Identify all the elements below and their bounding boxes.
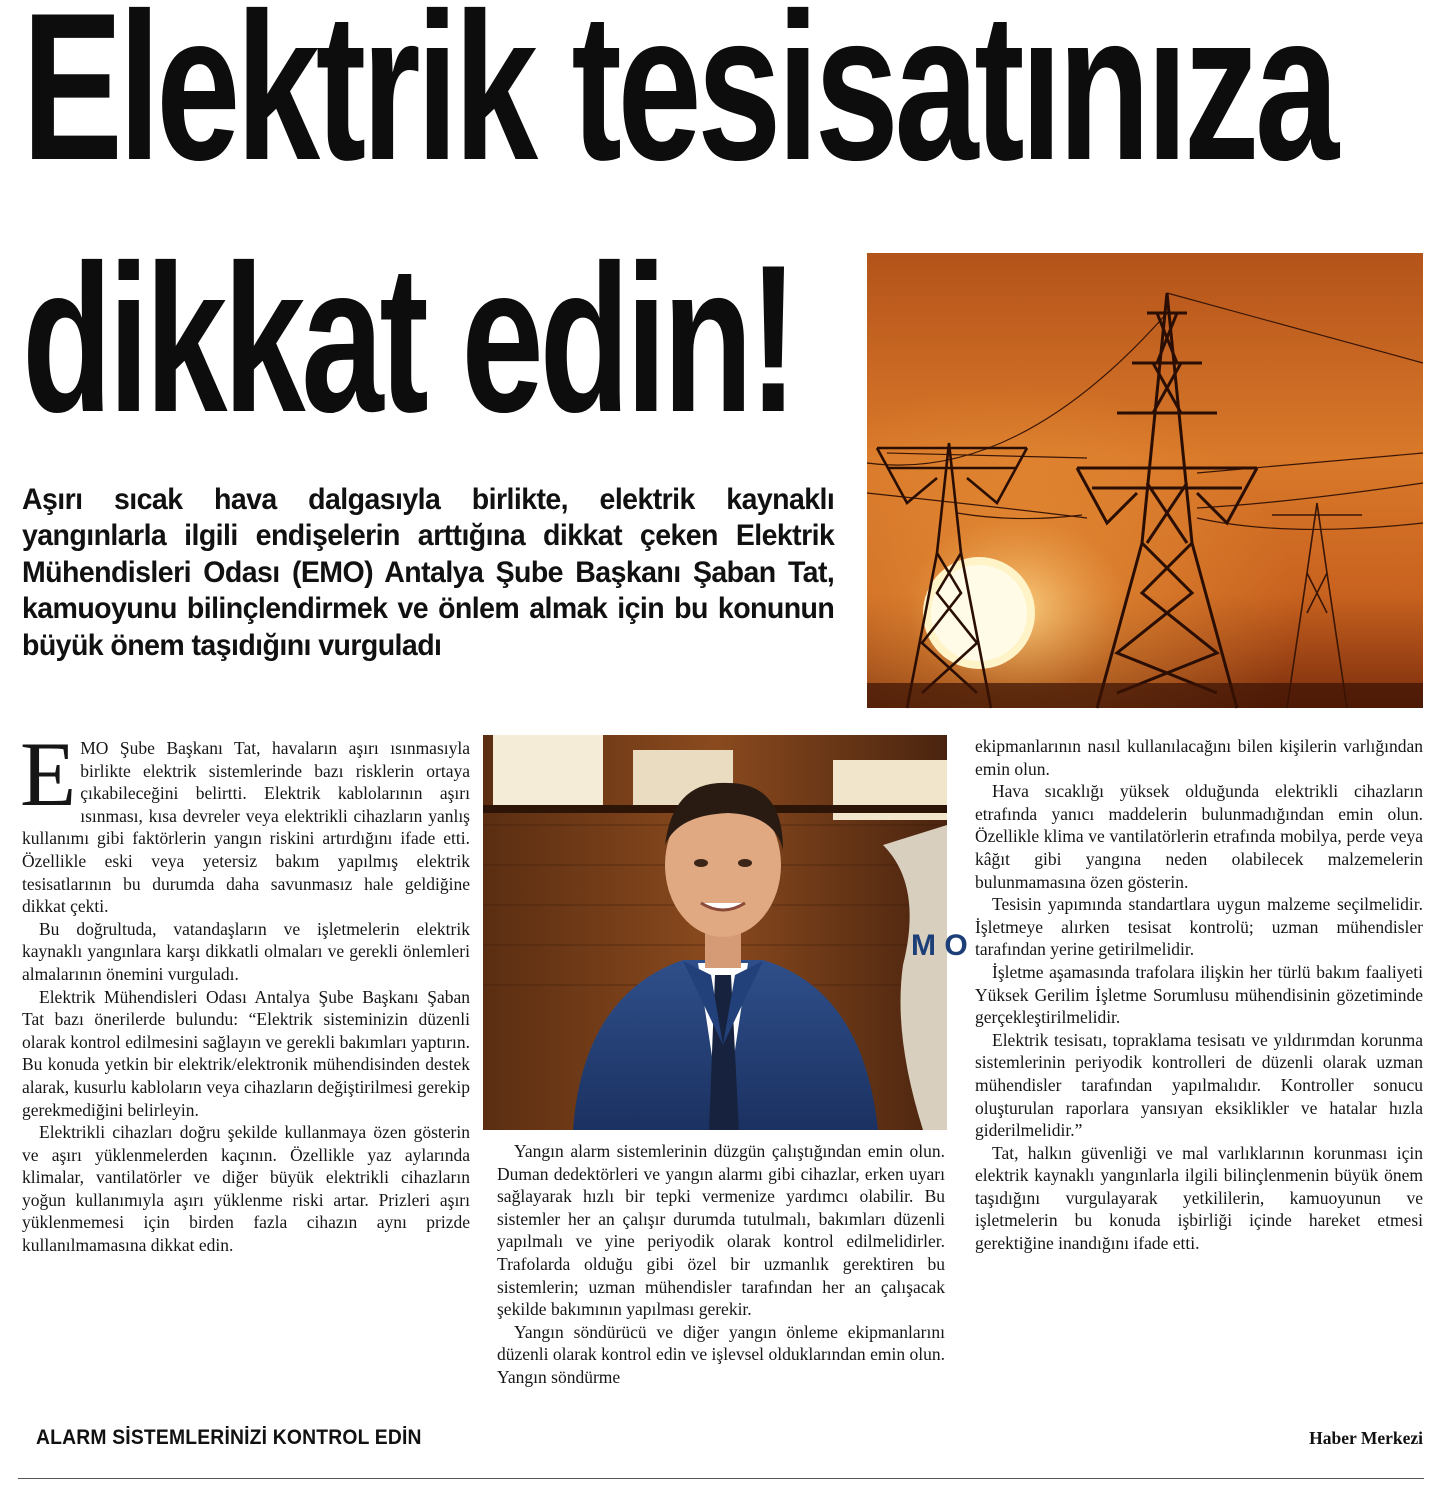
article-column-2 xyxy=(497,1140,945,1389)
article-paragraph: Elektrik tesisatı, topraklama tesisatı ve yıldırımdan korunma sistemlerinin periyodik kontrolleri de düzenli olarak uzman mühendisler tarafından yapılmalıdır. Kontroller sonucu oluşturulan raporlara yansıyan eksiklikler ve hatalar hızla giderilmelidir.” xyxy=(975,1029,1423,1141)
article-paragraph: ekipmanlarının nasıl kullanılacağını bilen kişilerin varlığından emin olun. xyxy=(975,736,1423,779)
article-paragraph: Elektrikli cihazları doğru şekilde kullanmaya özen gösterin ve aşırı yüklenmelerden kaçının. Özellikle yaz aylarında klimalar, vantilatörler ve diğer büyük elektrikli cihazların yoğun kullanımıyla aşırı yüklenme riski artar. Prizleri aşırı yüklenmemesi için birden fazla cihazın aynı prizde kullanılmamasına dikkat edin. xyxy=(22,1122,470,1256)
article-paragraph xyxy=(20,723,470,918)
article-paragraph: Yangın alarm sistemlerinin düzgün çalıştığından emin olun. Duman dedektörleri ve yangın alarmı gibi cihazlar, erken uyarı sağlayarak hızlı bir tepki vermenize yardımcı olabilir. Bu sistemler her an çalışır durumda tutulmalı, bakımları düzenli yapılmalı ve yine periyodik olarak kontrol edilmelidirler. Trafolarda olduğu gibi özel bir uzmanlık gerektiren bu sistemlerin; uzman mühendisler tarafından her an çalışacak şekilde bakımının yapılması gerekir. xyxy=(497,1141,945,1320)
flag-logo-letters: M O xyxy=(911,929,968,962)
article-paragraph: Tesisin yapımında standartlara uygun malzeme seçilmelidir. İşletmeye alırken tesisat kontrolü; uzman mühendisler tarafından yerine getirilmelidir. xyxy=(975,894,1423,960)
power-line-towers-sunset-photo xyxy=(867,253,1423,708)
section-subheading: ALARM SİSTEMLERİNİZİ KONTROL EDİN xyxy=(36,1426,422,1449)
article-paragraph: Hava sıcaklığı yüksek olduğunda elektrikli cihazların etrafında yanıcı maddelerin bulunmadığından emin olun. Özellikle klima ve vantilatörlerin etrafında mobilya, perde veya kâğıt gibi yangına neden olabilecek malzemelerin bulunmamasına özen gösterin. xyxy=(975,781,1423,892)
byline: Haber Merkezi xyxy=(1309,1428,1423,1448)
man-in-suit-portrait-photo xyxy=(483,735,968,1130)
article-column-1 xyxy=(20,723,470,1257)
headline-line-1: Elektrik tesisatınıza xyxy=(22,0,1335,204)
article-column-3 xyxy=(975,735,1423,1255)
article-paragraph: Bu doğrultuda, vatandaşların ve işletmelerin elektrik kaynaklı yangınlara karşı dikkatli olmaları ve gerekli önlemleri almalarının önemini vurguladı. xyxy=(22,918,470,984)
article-paragraph: Elektrik Mühendisleri Odası Antalya Şube Başkanı Şaban Tat bazı önerilerde bulundu: “Elektrik sisteminizin düzenli olarak kontrol edilmesini sağlayın ve gerekli bakımları yaptırın. Bu konuda yetkin bir elektrik/elektronik mühendisinden destek alarak, kusurlu kabloların veya cihazların değiştirilmesi gerekip gerekmediğini belirleyin. xyxy=(22,986,470,1120)
paragraph-text: MO Şube Başkanı Tat, havaların aşırı ısınmasıyla birlikte elektrik sistemlerinde bazı risklerin ortaya çıkabileceğini belirtti. Elektrik kablolarının aşırı ısınması, kısa devreler veya elektrikli cihazların yanlış kullanımı gibi faktörlerin yangın riskini artırdığını ifade etti. Özellikle eski veya yetersiz bakım yapılmış elektrik tesisatlarının bu durumda daha savunmasız hale geldiğine dikkat çekti. xyxy=(22,738,470,917)
article-paragraph: Tat, halkın güvenliği ve mal varlıklarının korunması için elektrik kaynaklı yangınlarla ilgili bilinçlenmenin büyük önem taşıdığını vurgulayarak yetkililerin, kamuoyunun ve işletmelerin bu konuda işbirliği içinde hareket etmesi gerektiğine inandığını ifade etti. xyxy=(975,1142,1423,1254)
article-paragraph: Yangın söndürücü ve diğer yangın önleme ekipmanlarını düzenli olarak kontrol edin ve işlevsel olduklarından emin olun. Yangın söndürme xyxy=(497,1321,945,1387)
bottom-divider xyxy=(18,1478,1424,1479)
article-paragraph: İşletme aşamasında trafolara ilişkin her türlü bakım faaliyeti Yüksek Gerilim İşletme Sorumlusu mühendisinin gözetiminde gerçekleştirilmelidir. xyxy=(975,961,1423,1028)
headline-line-2: dikkat edin! xyxy=(22,221,794,456)
drop-cap: E xyxy=(20,723,77,825)
lead-paragraph: Aşırı sıcak hava dalgasıyla birlikte, elektrik kaynaklı yangınlarla ilgili endişelerin arttığına dikkat çeken Elektrik Mühendisleri Odası (EMO) Antalya Şube Başkanı Şaban Tat, kamuoyunu bilinçlendirmek ve önlem almak için bu konunun büyük önem taşıdığını vurguladı xyxy=(22,483,835,662)
